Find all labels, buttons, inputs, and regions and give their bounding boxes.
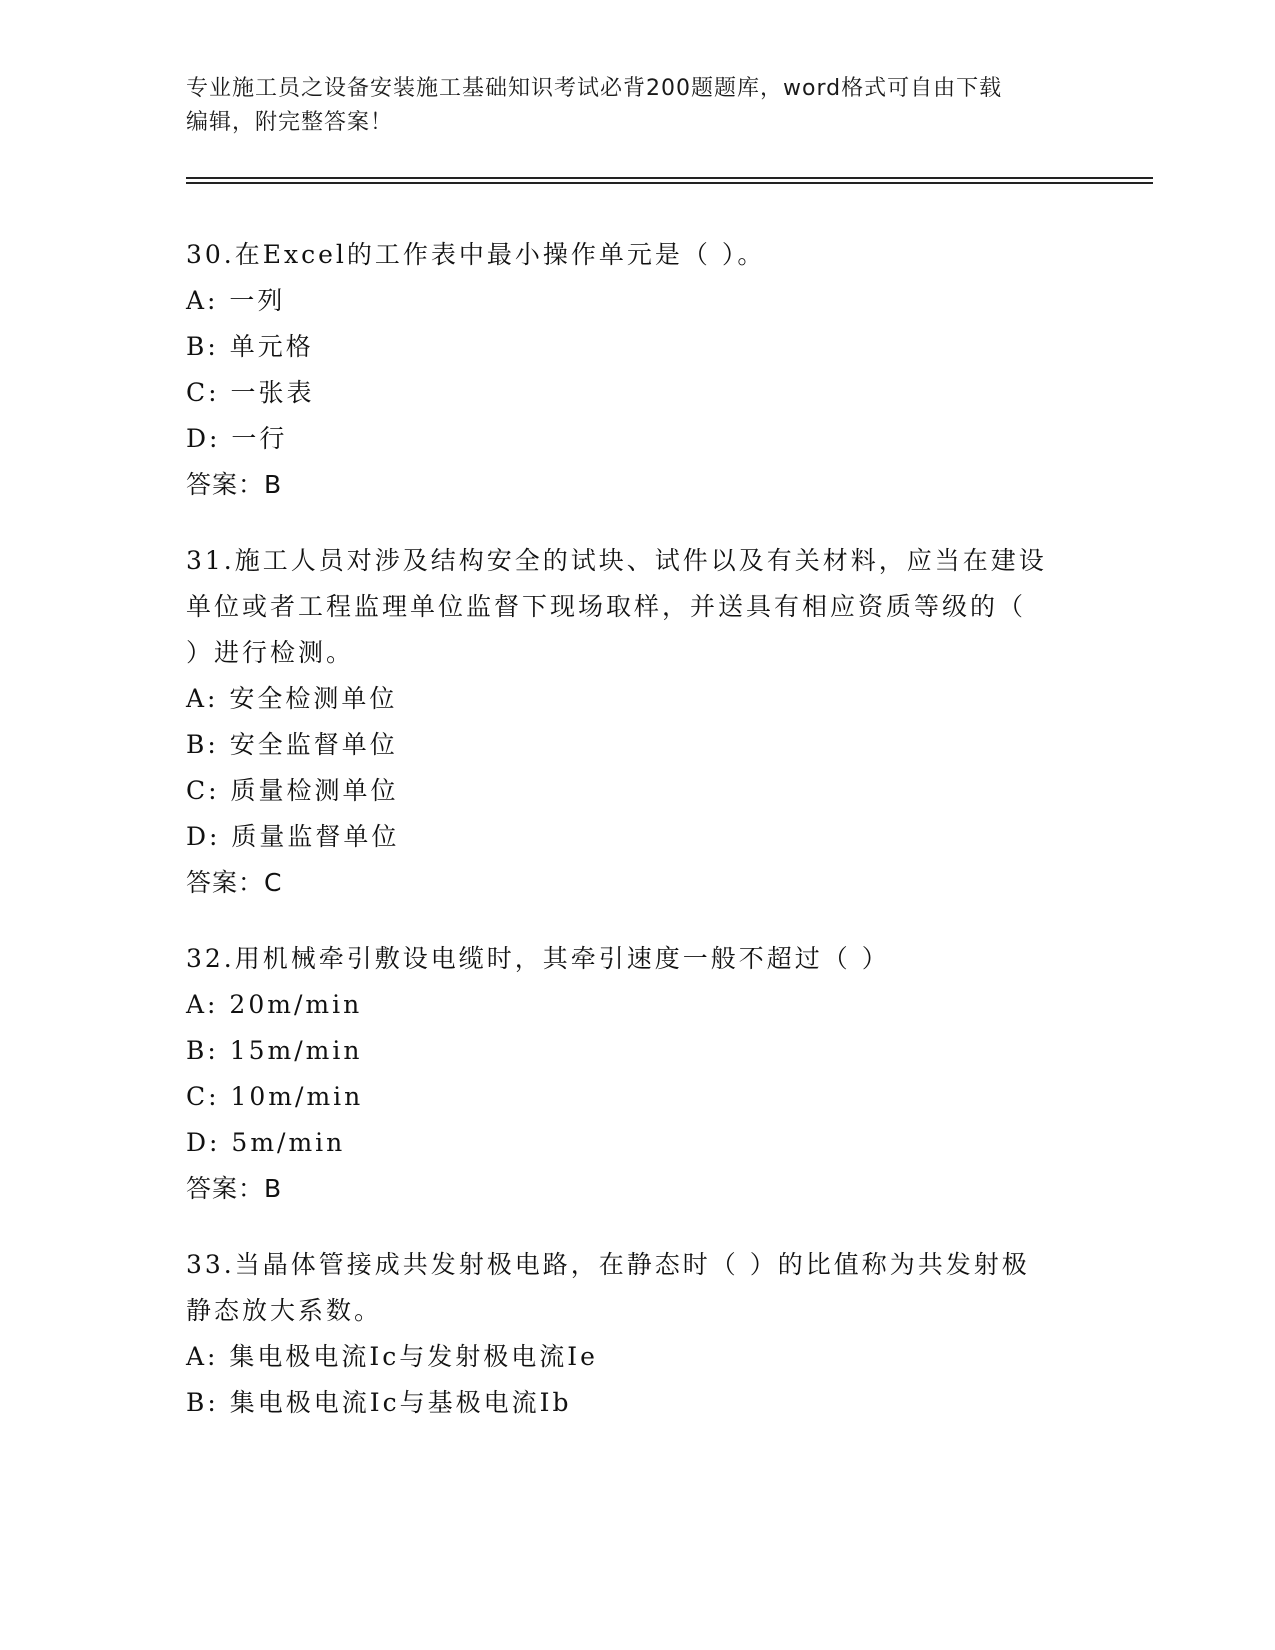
option-a: A: 安全检测单位: [186, 684, 398, 713]
option-d: D: 5m/min: [186, 1128, 346, 1157]
option-b: B: 15m/min: [186, 1036, 363, 1065]
question-stem-line: ）进行检测。: [186, 638, 355, 667]
question-30: [186, 232, 1086, 508]
question-31: [186, 538, 1086, 906]
option-c: C: 10m/min: [186, 1082, 364, 1111]
option-a: A: 一列: [186, 286, 286, 315]
answer-label: 答案：B: [186, 1174, 283, 1203]
option-a: A: 集电极电流Ic与发射极电流Ie: [186, 1342, 598, 1371]
header-line-2: 编辑，附完整答案！: [186, 110, 394, 135]
header-divider-bottom: [186, 182, 1153, 184]
document-header: [186, 72, 1066, 140]
answer-label: 答案：B: [186, 470, 283, 499]
question-stem-line: 单位或者工程监理单位监督下现场取样，并送具有相应资质等级的（: [186, 592, 1027, 621]
option-d: D: 质量监督单位: [186, 822, 400, 851]
question-list: [186, 232, 1086, 1456]
option-c: C: 质量检测单位: [186, 776, 399, 805]
question-stem-line: 30.在Excel的工作表中最小操作单元是（ ）。: [186, 240, 766, 269]
question-stem-line: 33.当晶体管接成共发射极电路，在静态时（ ）的比值称为共发射极: [186, 1250, 1030, 1279]
option-b: B: 安全监督单位: [186, 730, 398, 759]
question-stem-line: 静态放大系数。: [186, 1296, 383, 1325]
header-divider-top: [186, 177, 1153, 179]
option-c: C: 一张表: [186, 378, 315, 407]
option-d: D: 一行: [186, 424, 288, 453]
option-b: B: 单元格: [186, 332, 314, 361]
header-line-1: 专业施工员之设备安装施工基础知识考试必背200题题库，word格式可自由下载: [186, 76, 1003, 101]
option-a: A: 20m/min: [186, 990, 363, 1019]
question-33: [186, 1242, 1086, 1426]
question-32: [186, 936, 1086, 1212]
question-stem-line: 31.施工人员对涉及结构安全的试块、试件以及有关材料，应当在建设: [186, 546, 1047, 575]
option-b: B: 集电极电流Ic与基极电流Ib: [186, 1388, 572, 1417]
answer-label: 答案：C: [186, 868, 283, 897]
question-stem-line: 32.用机械牵引敷设电缆时，其牵引速度一般不超过（ ）: [186, 944, 890, 973]
